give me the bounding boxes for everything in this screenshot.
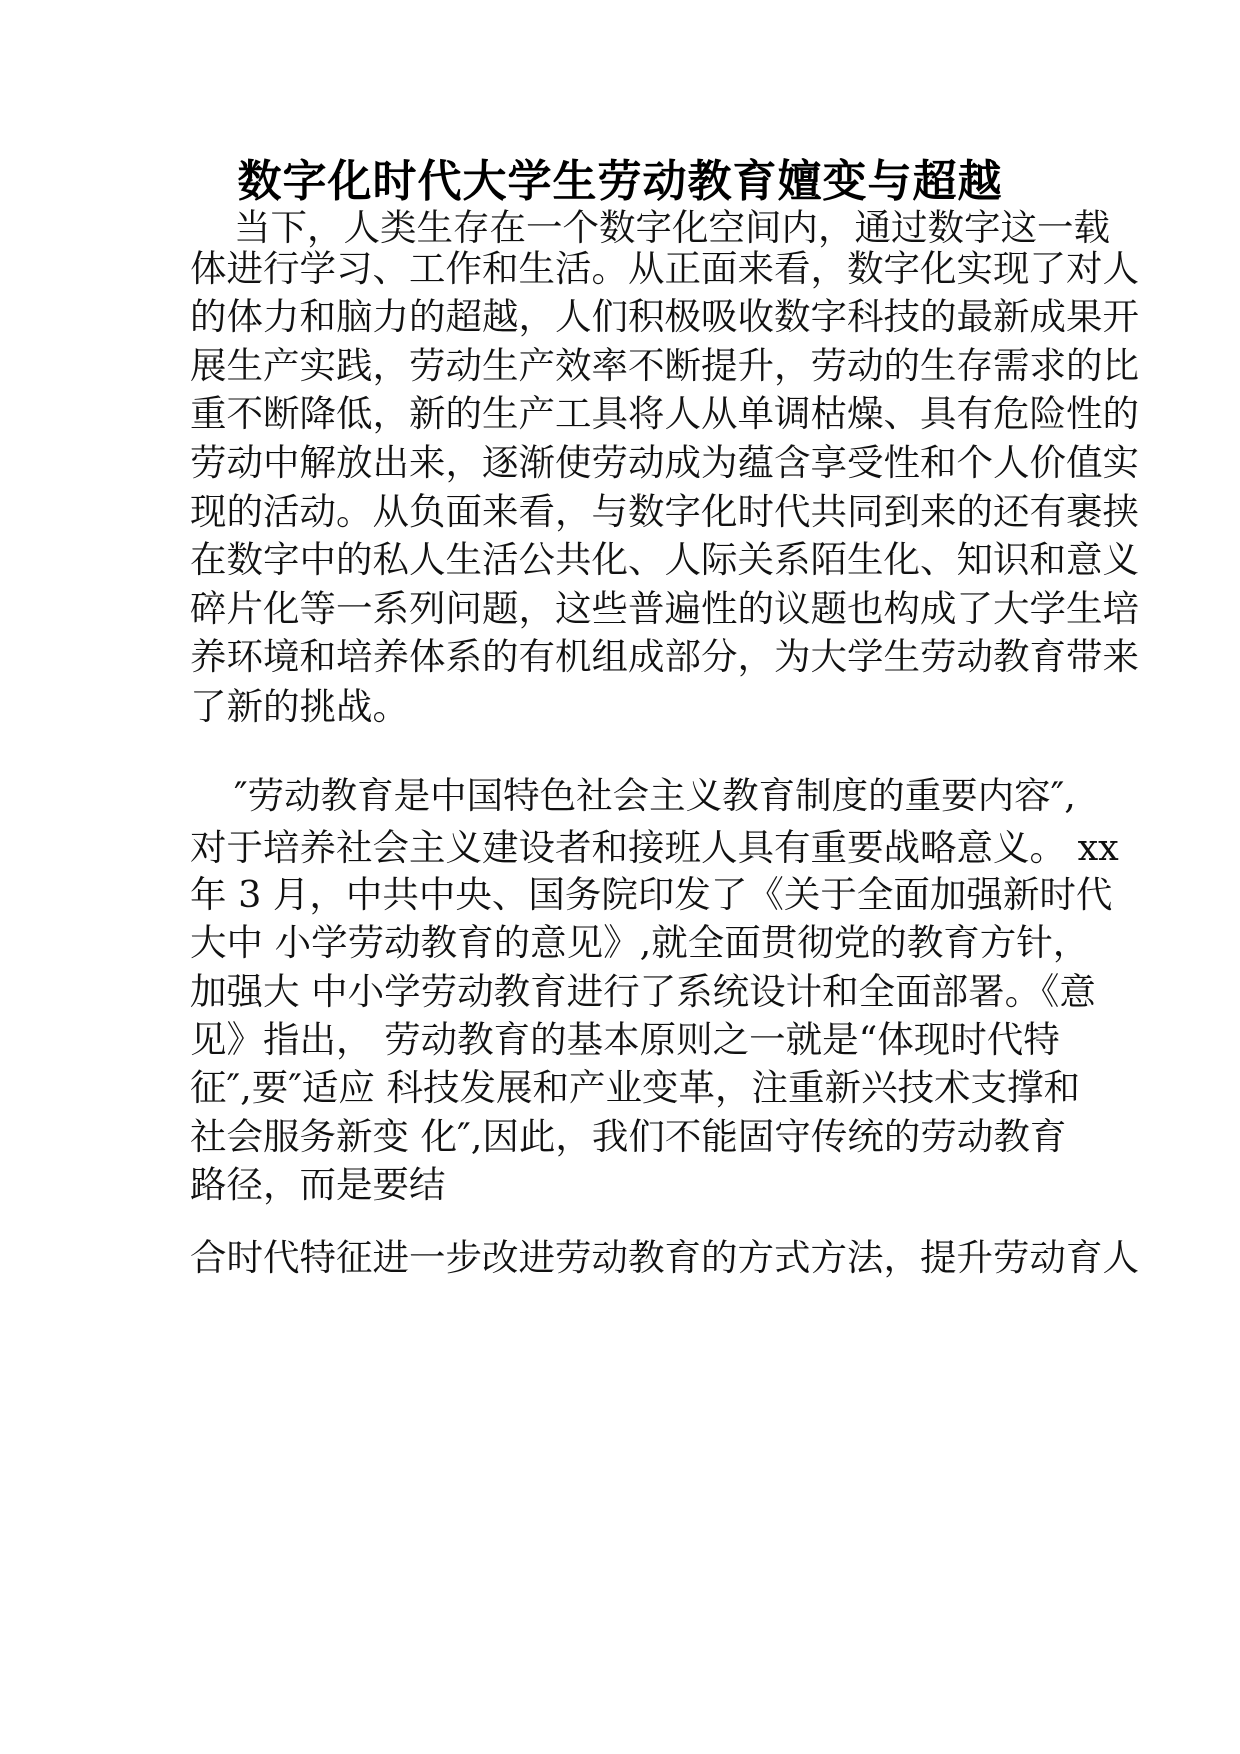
- paragraph-line: 在数字中的私人生活公共化、人际关系陌生化、知识和意义: [190, 538, 1139, 581]
- paragraph-line: 体进行学习、工作和生活。从正面来看，数字化实现了对人: [190, 247, 1139, 290]
- document-title: 数字化时代大学生劳动教育嬗变与超越: [237, 156, 1003, 207]
- paragraph-line: 重不断降低，新的生产工具将人从单调枯燥、具有危险性的: [190, 392, 1139, 435]
- paragraph-line: 的体力和脑力的超越，人们积极吸收数字科技的最新成果开: [190, 295, 1139, 338]
- paragraph-line: 大中 小学劳动教育的意见》,就全面贯彻党的教育方针，: [190, 921, 1090, 964]
- paragraph-line: 养环境和培养体系的有机组成部分，为大学生劳动教育带来: [190, 635, 1139, 678]
- paragraph-line: 了新的挑战。: [190, 685, 409, 728]
- paragraph-line: 年 3 月，中共中央、国务院印发了《关于全面加强新时代: [190, 873, 1113, 916]
- paragraph-line: 展生产实践，劳动生产效率不断提升，劳动的生存需求的比: [190, 344, 1139, 387]
- paragraph-line: 路径，而是要结: [190, 1163, 446, 1206]
- paragraph-line: 社会服务新变 化″,因此，我们不能固守传统的劳动教育: [190, 1115, 1067, 1158]
- paragraph-line: 合时代特征进一步改进劳动教育的方式方法，提升劳动育人: [190, 1236, 1139, 1279]
- paragraph-line: 碎片化等一系列问题，这些普遍性的议题也构成了大学生培: [190, 587, 1139, 630]
- paragraph-line: 当下，人类生存在一个数字化空间内，通过数字这一载: [234, 206, 1110, 249]
- paragraph-line: 对于培养社会主义建设者和接班人具有重要战略意义。 xx: [190, 826, 1119, 869]
- paragraph-line: 征″,要″适应 科技发展和产业变革，注重新兴技术支撑和: [190, 1066, 1080, 1109]
- paragraph-line: 劳动中解放出来，逐渐使劳动成为蕴含享受性和个人价值实: [190, 441, 1139, 484]
- paragraph-line: 见》指出， 劳动教育的基本原则之一就是“体现时代特: [190, 1018, 1060, 1061]
- paragraph-line: 现的活动。从负面来看，与数字化时代共同到来的还有裹挟: [190, 490, 1139, 533]
- paragraph-line: ″劳动教育是中国特色社会主义教育制度的重要内容″,: [234, 774, 1076, 817]
- paragraph-line: 加强大 中小学劳动教育进行了系统设计和全面部署。《意: [190, 970, 1096, 1013]
